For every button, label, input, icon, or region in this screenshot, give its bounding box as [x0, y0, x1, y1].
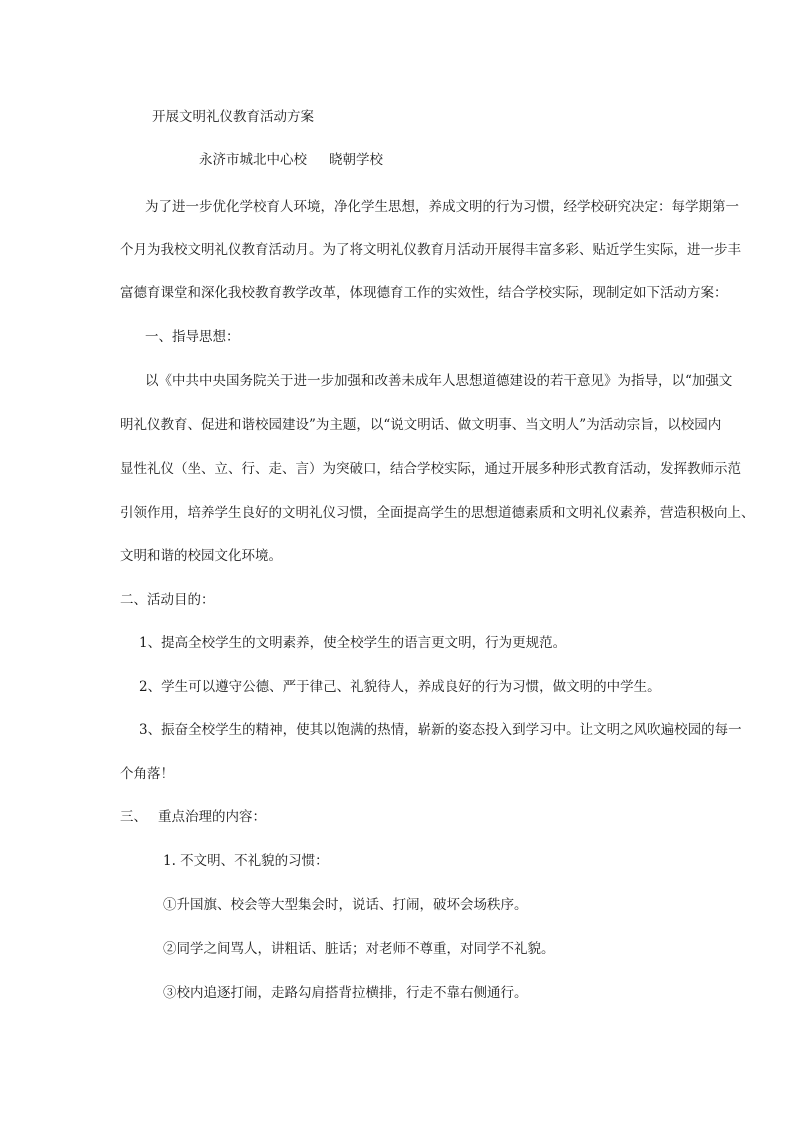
guiding-line: 引领作用，培养学生良好的文明礼仪习惯，全面提高学生的思想道德素质和文明礼仪素养，营造积极向上、: [120, 505, 755, 521]
focus-subheading: 1. 不文明、不礼貌的习惯：: [163, 853, 329, 869]
focus-item: ①升国旗、校会等大型集会时，说话、打闹，破坏会场秩序。: [163, 897, 528, 913]
purpose-line: 2、学生可以遵守公德、严于律己、礼貌待人，养成良好的行为习惯，做文明的中学生。: [139, 679, 661, 695]
intro-line: 富德育课堂和深化我校教育教学改革，体现德育工作的实效性，结合学校实际，现制定如下活动方案：: [120, 285, 728, 301]
guiding-line: 文明和谐的校园文化环境。: [120, 548, 282, 564]
intro-line: 为了进一步优化学校育人环境，净化学生思想，养成文明的行为习惯，经学校研究决定：每学期第一: [145, 199, 739, 215]
purpose-line: 个角落！: [120, 766, 174, 782]
section-heading-purpose: 二、活动目的：: [120, 592, 215, 608]
school-line: [199, 151, 383, 169]
purpose-line: 1、提高全校学生的文明素养，使全校学生的语言更文明，行为更规范。: [139, 635, 567, 651]
section-heading-guiding: 一、指导思想：: [145, 329, 240, 345]
section-heading-focus: [120, 808, 266, 826]
school-name: 晓朝学校: [329, 152, 383, 168]
guiding-line: 显性礼仪（坐、立、行、走、言）为突破口，结合学校实际，通过开展多种形式教育活动，发挥教师示范: [120, 461, 741, 477]
section-heading-text: 重点治理的内容：: [158, 809, 266, 825]
focus-item: ③校内追逐打闹，走路勾肩搭背拉横排，行走不靠右侧通行。: [163, 985, 528, 1001]
guiding-line: 以《中共中央国务院关于进一步加强和改善未成年人思想道德建设的若干意见》为指导，以“加强文: [145, 373, 733, 389]
purpose-line: 3、振奋全校学生的精神，使其以饱满的热情，崭新的姿态投入到学习中。让文明之风吹遍校园的每一: [139, 722, 742, 738]
section-number: 三、: [120, 809, 147, 825]
intro-line: 个月为我校文明礼仪教育活动月。为了将文明礼仪教育月活动开展得丰富多彩、贴近学生实际，进一步丰: [120, 242, 741, 258]
guiding-line: 明礼仪教育、促进和谐校园建设”为主题，以“说文明话、做文明事、当文明人”为活动宗旨，以校园内: [120, 417, 722, 433]
focus-item: ②同学之间骂人，讲粗话、脏话；对老师不尊重，对同学不礼貌。: [163, 941, 555, 957]
school-district: 永济市城北中心校: [199, 152, 307, 168]
document-title: 开展文明礼仪教育活动方案: [152, 109, 314, 125]
